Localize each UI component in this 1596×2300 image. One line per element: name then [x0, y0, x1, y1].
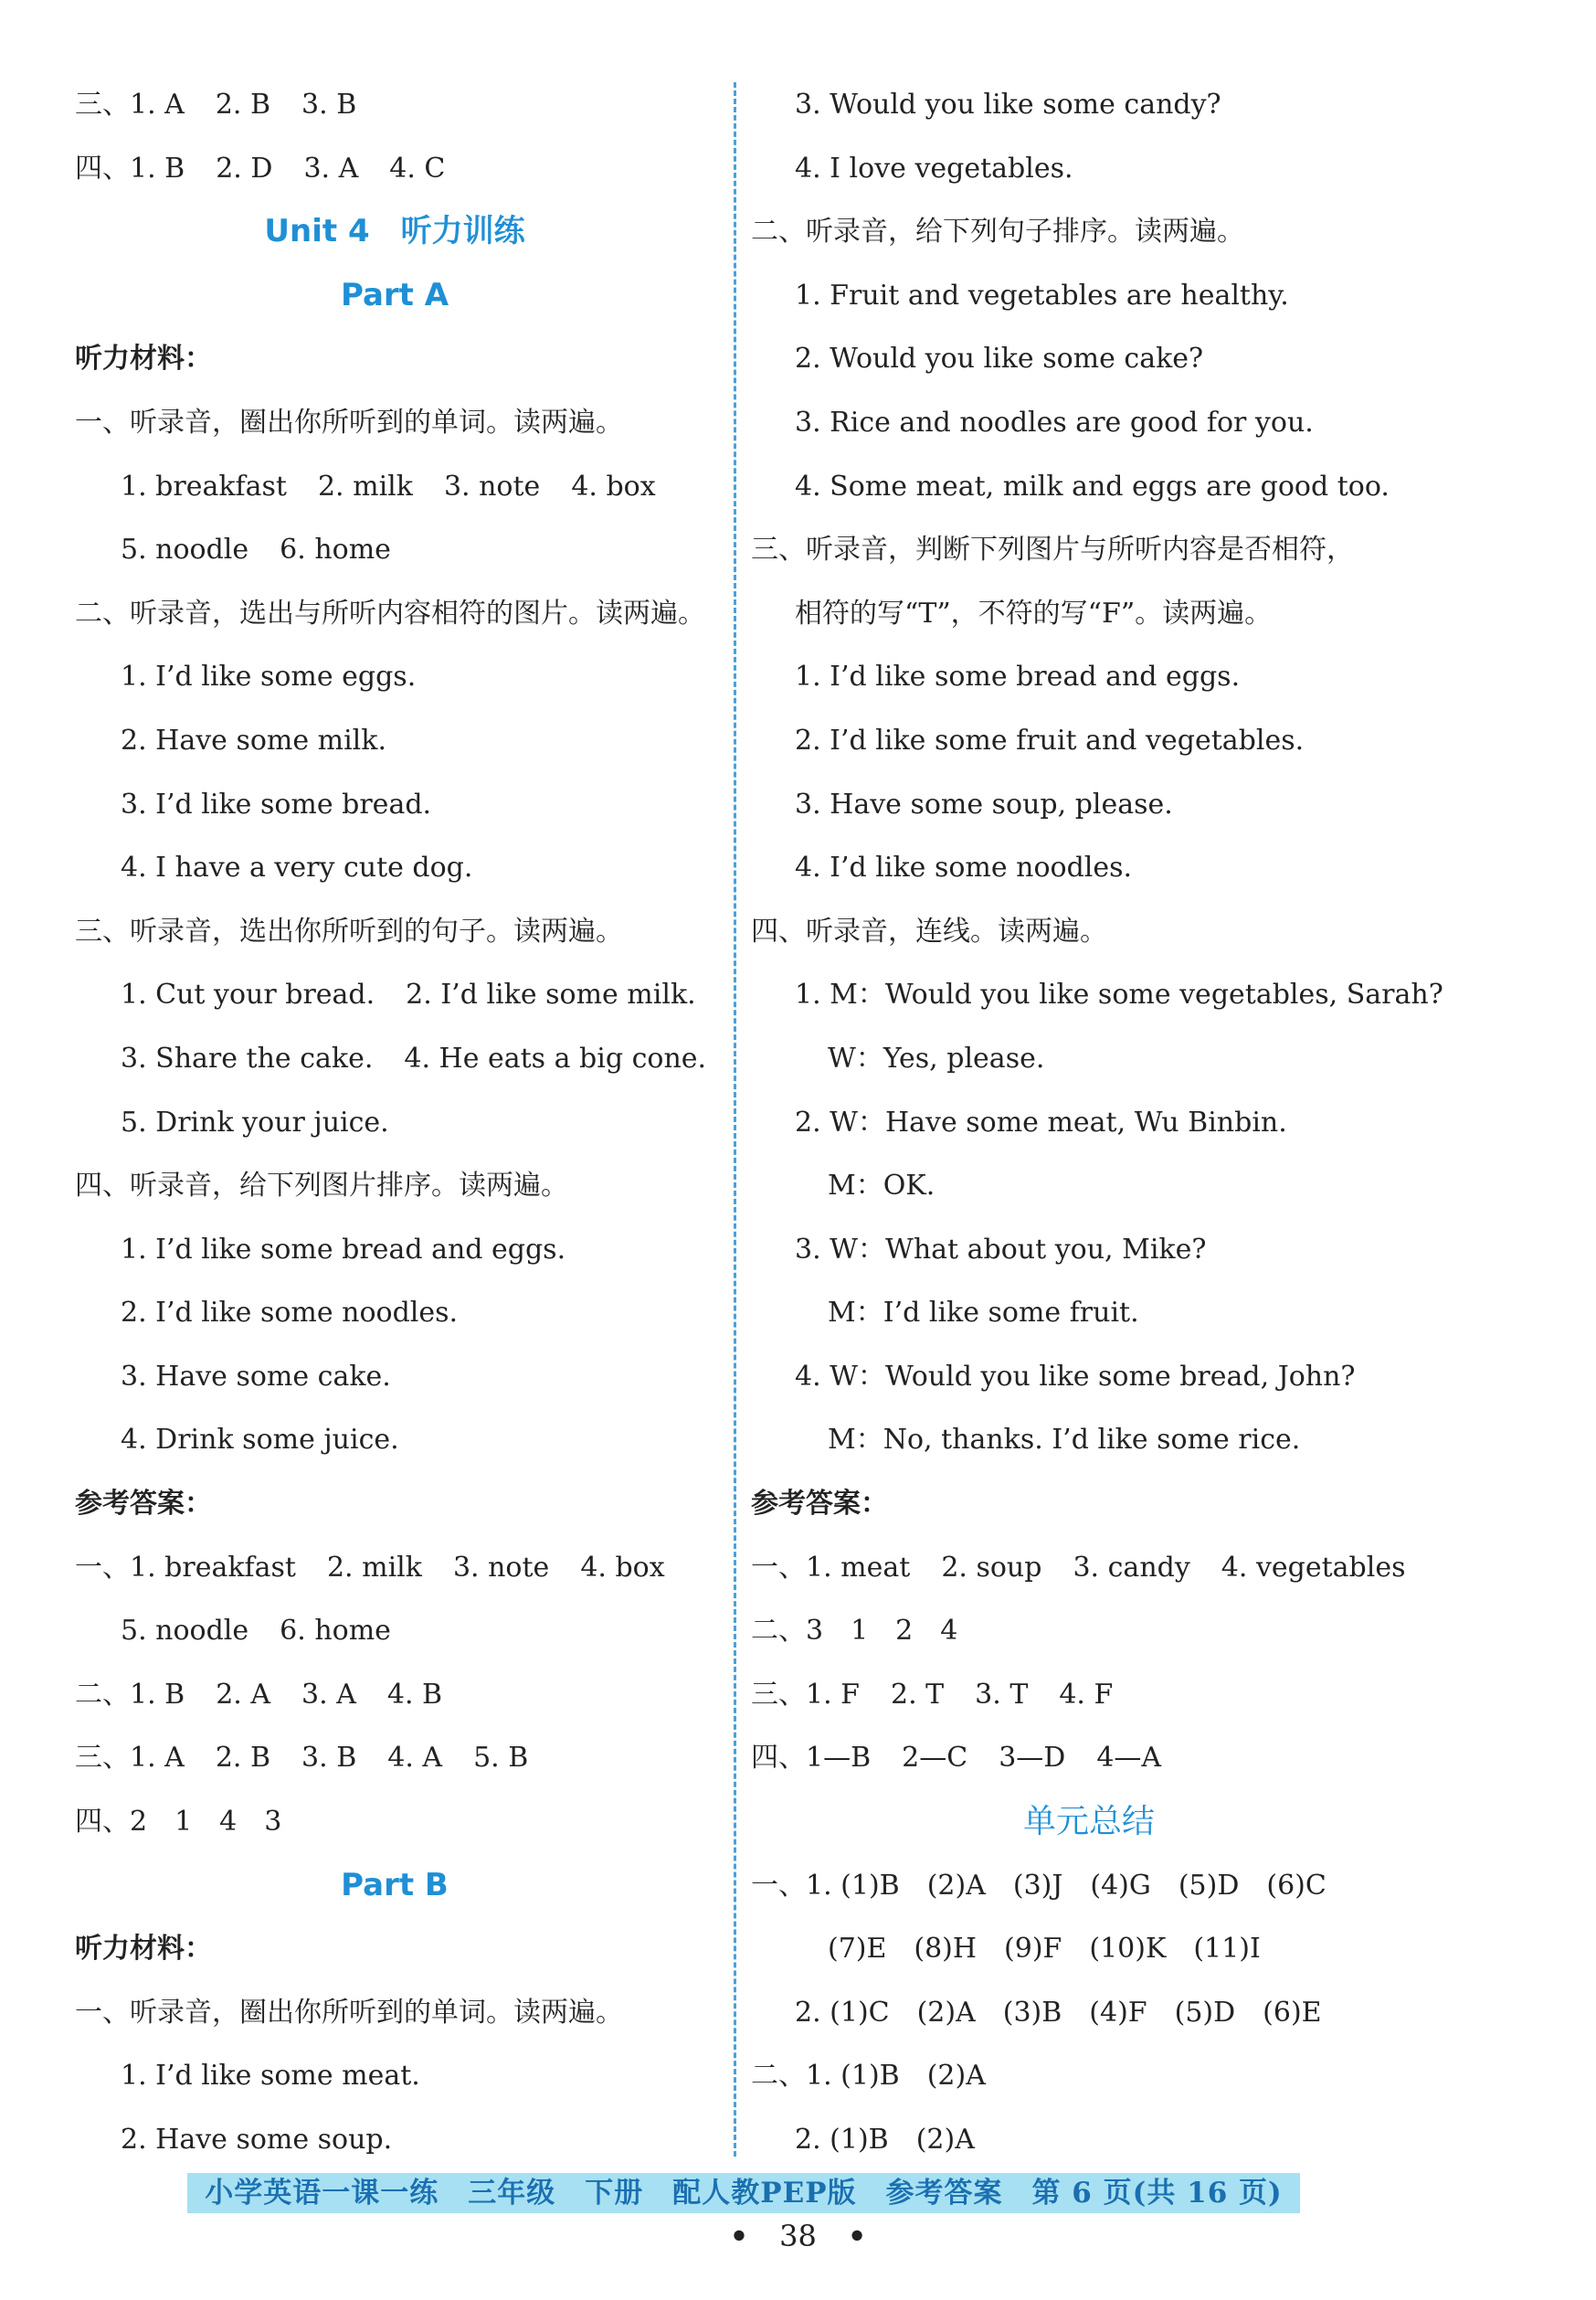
list-item: 3. Have some cake.: [121, 1360, 391, 1393]
answer-line: 一、1. meat 2. soup 3. candy 4. vegetables: [751, 1551, 1406, 1584]
dialog-line: M：No, thanks. I’d like some rice.: [828, 1424, 1301, 1457]
dialog-line: W：Yes, please.: [828, 1042, 1045, 1075]
dialog-line: M：I’d like some fruit.: [828, 1297, 1139, 1330]
section-title-continued: 相符的写“T”，不符的写“F”。读两遍。: [795, 597, 1273, 630]
answer-line: 四、1—B 2—C 3—D 4—A: [751, 1742, 1162, 1775]
list-item: 3. Share the cake. 4. He eats a big cone.: [121, 1042, 707, 1075]
list-item: 2. I’d like some fruit and vegetables.: [795, 724, 1305, 757]
list-item: 5. Drink your juice.: [121, 1106, 389, 1139]
list-item: 2. Would you like some cake?: [795, 343, 1204, 376]
answer-line: 5. noodle 6. home: [121, 1615, 391, 1648]
section-title: 一、听录音，圈出你所听到的单词。读两遍。: [75, 406, 623, 439]
word-line: 5. noodle 6. home: [121, 534, 391, 567]
answer-line: 三、1. A 2. B 3. B 4. A 5. B: [75, 1742, 529, 1775]
list-item: 1. I’d like some eggs.: [121, 661, 417, 694]
answer-line: 2. (1)B (2)A: [795, 2124, 975, 2156]
left-column: [75, 73, 714, 2172]
list-item: 3. Would you like some candy?: [795, 89, 1221, 121]
section-title: 一、听录音，圈出你所听到的单词。读两遍。: [75, 1996, 623, 2029]
list-item: 4. Some meat, milk and eggs are good too.: [795, 470, 1390, 503]
right-column: [751, 73, 1443, 2172]
unit-title: Unit 4 听力训练: [264, 213, 525, 250]
answer-line: 2. (1)C (2)A (3)B (4)F (5)D (6)E: [795, 1996, 1322, 2029]
page-number: [0, 2216, 1596, 2256]
section-title: 四、听录音，连线。读两遍。: [751, 915, 1107, 948]
list-item: 1. I’d like some bread and eggs.: [121, 1233, 566, 1266]
list-item: 4. I have a very cute dog.: [121, 852, 473, 885]
section-title: 三、听录音，判断下列图片与所听内容是否相符，: [751, 534, 1354, 567]
dialog-line: 2. W：Have some meat, Wu Binbin.: [795, 1106, 1287, 1139]
section-title: 二、听录音，选出与所听内容相符的图片。读两遍。: [75, 597, 705, 630]
page-number-value: 38: [779, 2219, 817, 2253]
list-item: 4. I’d like some noodles.: [795, 852, 1133, 885]
bullet-dot: •: [729, 2219, 749, 2253]
answers-label: 参考答案：: [75, 1488, 212, 1521]
list-item: 4. I love vegetables.: [795, 152, 1073, 185]
list-item: 1. Fruit and vegetables are healthy.: [795, 279, 1289, 312]
answer-line: (7)E (8)H (9)F (10)K (11)I: [828, 1933, 1261, 1966]
dialog-line: 3. W：What about you, Mike?: [795, 1233, 1207, 1266]
column-divider: [734, 82, 736, 2157]
word-line: 1. breakfast 2. milk 3. note 4. box: [121, 470, 656, 503]
answer-line: 三、1. F 2. T 3. T 4. F: [751, 1678, 1114, 1711]
answers-label: 参考答案：: [751, 1488, 888, 1521]
part-a-heading: Part A: [340, 276, 449, 313]
footer-banner: 小学英语一课一练 三年级 下册 配人教PEP版 参考答案 第 6 页(共 16 页): [187, 2173, 1300, 2213]
list-item: 1. Cut your bread. 2. I’d like some milk.: [121, 979, 696, 1012]
dialog-line: 1. M：Would you like some vegetables, Sarah?: [795, 979, 1443, 1012]
bullet-dot: •: [847, 2219, 867, 2253]
list-item: 2. Have some milk.: [121, 724, 386, 757]
answer-line: 二、1. B 2. A 3. A 4. B: [75, 1678, 443, 1711]
answer-line: 二、3 1 2 4: [751, 1615, 958, 1648]
list-item: 3. Rice and noodles are good for you.: [795, 406, 1314, 439]
list-item: 3. I’d like some bread.: [121, 788, 432, 821]
dialog-line: 4. W：Would you like some bread, John?: [795, 1360, 1356, 1393]
materials-label: 听力材料：: [75, 343, 212, 376]
list-item: 2. Have some soup.: [121, 2124, 393, 2156]
dialog-line: M：OK.: [828, 1170, 935, 1203]
answer-line: 一、1. (1)B (2)A (3)J (4)G (5)D (6)C: [751, 1869, 1326, 1902]
list-item: 1. I’d like some bread and eggs.: [795, 661, 1241, 694]
answer-line: 四、2 1 4 3: [75, 1806, 282, 1839]
section-title: 二、听录音，给下列句子排序。读两遍。: [751, 216, 1244, 249]
section-title: 四、听录音，给下列图片排序。读两遍。: [75, 1170, 568, 1203]
answer-line: 三、1. A 2. B 3. B: [75, 89, 357, 121]
answer-line: 一、1. breakfast 2. milk 3. note 4. box: [75, 1551, 665, 1584]
list-item: 3. Have some soup, please.: [795, 788, 1173, 821]
materials-label: 听力材料：: [75, 1933, 212, 1966]
summary-title: 单元总结: [1022, 1803, 1155, 1841]
answer-line: 四、1. B 2. D 3. A 4. C: [75, 152, 446, 185]
list-item: 1. I’d like some meat.: [121, 2060, 420, 2093]
section-title: 三、听录音，选出你所听到的句子。读两遍。: [75, 915, 623, 948]
list-item: 2. I’d like some noodles.: [121, 1297, 459, 1330]
list-item: 4. Drink some juice.: [121, 1424, 399, 1457]
answer-line: 二、1. (1)B (2)A: [751, 2060, 986, 2093]
part-b-heading: Part B: [341, 1866, 449, 1903]
